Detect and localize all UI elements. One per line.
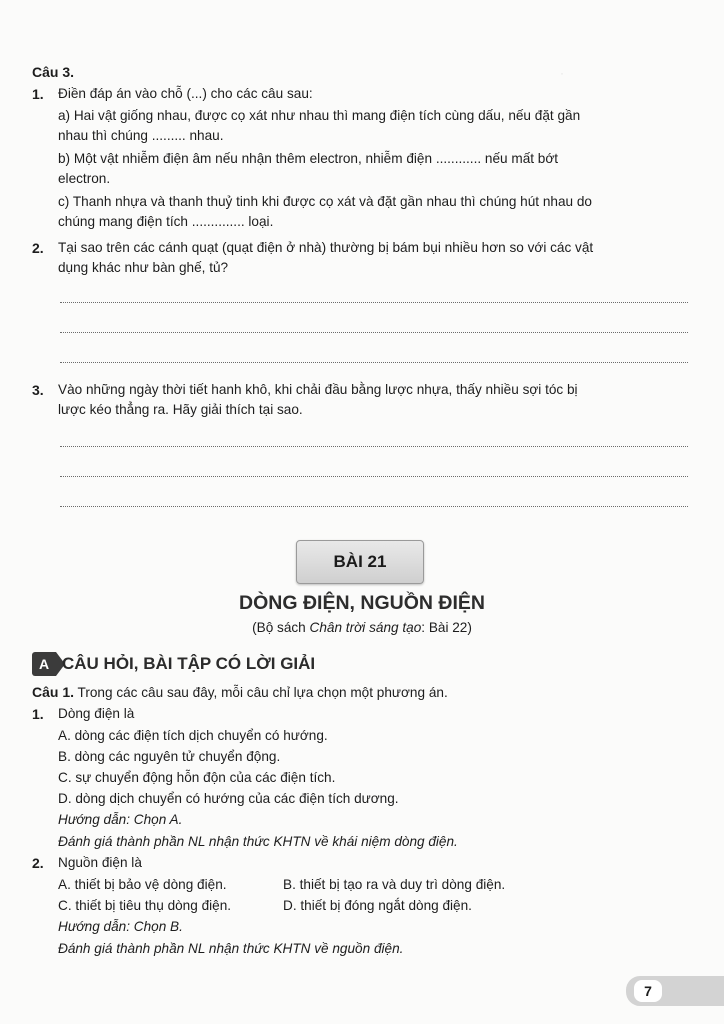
subtitle-book: Chân trời sáng tạo	[309, 620, 422, 635]
answer-line[interactable]	[60, 476, 688, 477]
question-text: Điền đáp án vào chỗ (...) cho các câu sau:	[58, 86, 313, 101]
lesson-subtitle	[0, 620, 724, 635]
fill-in-item-b: b) Một vật nhiễm điện âm nếu nhận thêm electron, nhiễm điện ............ nếu mất bớt	[58, 151, 559, 166]
question-stem: Dòng điện là	[58, 706, 135, 721]
page-number-tab	[626, 976, 724, 1006]
fill-in-item-b-cont: electron.	[58, 171, 111, 186]
option-b: B. thiết bị tạo ra và duy trì dòng điện.	[283, 877, 506, 892]
question-number: 1.	[32, 706, 44, 722]
fill-in-item-a-cont: nhau thì chúng ......... nhau.	[58, 128, 224, 143]
question-text: Vào những ngày thời tiết hanh khô, khi chải đầu bằng lược nhựa, thấy nhiều sợi tóc bị	[58, 382, 578, 397]
option-b: B. dòng các nguyên tử chuyển động.	[58, 749, 281, 764]
option-d: D. thiết bị đóng ngắt dòng điện.	[283, 898, 472, 913]
question-text: Tại sao trên các cánh quạt (quạt điện ở nhà) thường bị bám bụi nhiều hơn so với các vật	[58, 240, 594, 255]
fill-in-item-a: a) Hai vật giống nhau, được cọ xát như nhau thì mang điện tích cùng dấu, nếu đặt gần	[58, 108, 581, 123]
answer-line[interactable]	[60, 302, 688, 303]
answer-line[interactable]	[60, 362, 688, 363]
question-number: 1.	[32, 86, 44, 102]
answer-line[interactable]	[60, 446, 688, 447]
option-a: A. dòng các điện tích dịch chuyển có hướng.	[58, 728, 328, 743]
subtitle-suffix: : Bài 22)	[421, 620, 472, 635]
answer-line[interactable]	[60, 506, 688, 507]
answer-line[interactable]	[60, 332, 688, 333]
option-c: C. thiết bị tiêu thụ dòng điện.	[58, 898, 232, 913]
option-a: A. thiết bị bảo vệ dòng điện.	[58, 877, 227, 892]
question-number: 3.	[32, 382, 44, 398]
competency-note: Đánh giá thành phần NL nhận thức KHTN về nguồn điện.	[58, 941, 404, 956]
question-text-cont: dụng khác như bàn ghế, tủ?	[58, 260, 229, 275]
question-stem: Nguồn điện là	[58, 855, 142, 870]
answer-guide: Hướng dẫn: Chọn B.	[58, 919, 183, 934]
lesson-label: BÀI 21	[296, 540, 424, 584]
page-number: 7	[634, 980, 662, 1002]
question-intro-text: Trong các câu sau đây, mỗi câu chỉ lựa chọn một phương án.	[77, 685, 448, 700]
question-heading: Câu 3.	[32, 64, 75, 80]
question-heading: Câu 1.	[32, 684, 75, 700]
answer-guide: Hướng dẫn: Chọn A.	[58, 812, 183, 827]
competency-note: Đánh giá thành phần NL nhận thức KHTN về khái niệm dòng điện.	[58, 834, 458, 849]
subtitle-prefix: (Bộ sách	[252, 620, 310, 635]
option-d: D. dòng dịch chuyển có hướng của các điện tích dương.	[58, 791, 399, 806]
question-number: 2.	[32, 855, 44, 871]
question-number: 2.	[32, 240, 44, 256]
lesson-title: DÒNG ĐIỆN, NGUỒN ĐIỆN	[239, 592, 485, 614]
option-c: C. sự chuyển động hỗn độn của các điện tích.	[58, 770, 336, 785]
section-badge: A	[32, 652, 56, 676]
section-title: CÂU HỎI, BÀI TẬP CÓ LỜI GIẢI	[62, 654, 316, 673]
fill-in-item-c: c) Thanh nhựa và thanh thuỷ tinh khi được cọ xát và đặt gần nhau thì chúng hút nhau do	[58, 194, 592, 209]
question-text-cont: lược kéo thẳng ra. Hãy giải thích tại sao.	[58, 402, 303, 417]
show-through-text: ·	[560, 66, 564, 80]
fill-in-item-c-cont: chúng mang điện tích .............. loại.	[58, 214, 274, 229]
question-intro	[32, 682, 448, 703]
